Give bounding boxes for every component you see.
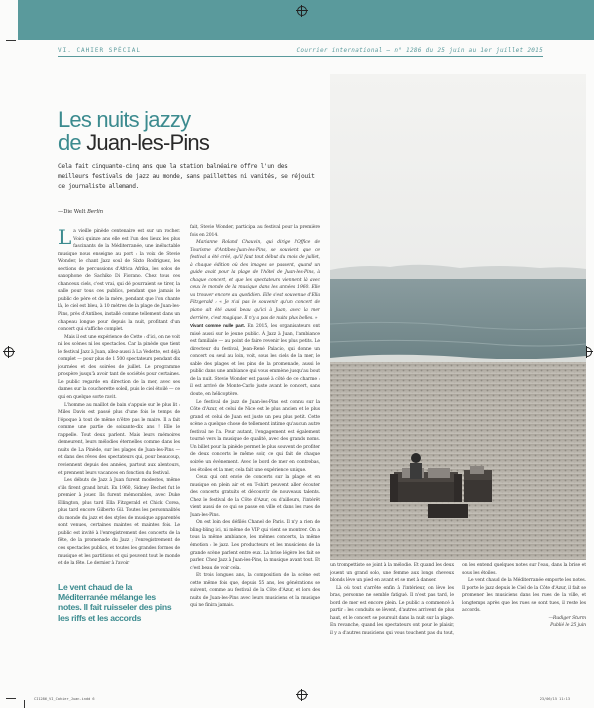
paragraph: Là où tout s'arrête enfin à l'intérieur, on lève les bras, personne ne semble fatigué. Il n'est pas tard, le bord de mer est encore plein. Le public a commencé à partir : les conduits se lèvent, d'autres arrivent de plus haut, et le concert se poursuit dans la nuit sur la plage. En revanche, quand les spectateurs ont pour le plaisir, il y a d'autres musiciens qui vous touchent pas du tout, on les entend quelques notes sur l'eau, dans la brise et sous les étoiles.: [330, 563, 586, 636]
paragraph: Ceux qui ont envie de concerts sur la plage et en musique en plein air et en T-shirt peuvent aller écouter des concerts gratuits et découvrir de nouveaux talents. Chez le festival de la Côte d'Azur, ou d'ailleurs, l'intérêt vient aussi de ce qui se passe en ville et dans les rues de Juan-les-Pins.: [190, 475, 320, 518]
subhead: Vivant comme nulle part.: [190, 323, 245, 329]
slug-left: CI1286_VI_Cahier_Juan.indd 6: [34, 697, 95, 701]
paragraph: [190, 322, 320, 398]
title-place: Juan-les-Pins: [86, 130, 210, 155]
teal-header-band: [18, 0, 594, 40]
registration-mark-icon: [297, 690, 307, 700]
title-line-1: Les nuits jazzy: [58, 107, 191, 132]
article-column-2: [190, 224, 320, 688]
paragraph: Marianne Roland Chauvin, qui dirige l'Office de Tourisme d'Antibes-Juan-les-Pins, se souvient que ce festival a été créé, qu'il faut tout début du mois de juillet, à chaque édition où des images se passent, quand un guide avait pour la plage de l'hôtel de Juan-les-Pins, à chaque concert, et que les spectateurs viennent là avec ceux le monde de la musique dans les années 1960. Elle va trouver encore au quotidien. Elle s'est souvenue d'Ella Fitzgerald : « Je n'ai pas le souvenir qu'un concert de piano ait été aussi beau qu'ici à Juan, avec la mer derrière, c'est magique. Il n'y a pas de nuits plus belles. »: [190, 240, 320, 321]
running-head: [58, 47, 543, 57]
paragraph: L'homme au maillot de bain s'appuie sur le plus lit : Miles Davis est passé plus d'une fois le temps de l'époque à tout de même n'être pas le maire. Il a fait comme une partie de soixante-dix ans ! Elle le rappelle. Tout deux parlent. Mais leurs mémoires demeurent, leurs mélodies éternelles comme dans les nuits de La Pinède, sur les plages de Juan-les-Pins — et dans des rêves des spectateurs qui, pour beaucoup, reviennent depuis des années, partout aux alentours, et prennent leurs vacances en fonction du festival.: [58, 402, 180, 476]
paragraph: Le vent chaud de la Méditerranée emporte les notes. Il porte le jazz depuis le Ciel de la Côte d'Azur, il fait se promener les musiciens dans les rues de la ville, et longtemps après que les rues se sont tues, il reste les accords.: [462, 578, 586, 614]
paragraph: On est loin des défilés Chanel de Paris. Il n'y a rien de bling-bling ici, ni même de VIP qui vient se montrer. On a tous la même ambiance, les mêmes concerts, la même émotion : le jazz. Les producteurs et les musiciens de la grande scène parlent entre eux. La brise légère les fait se parler. Chez Jazz à Juan-les-Pins, la musique avant tout. Et c'est beau de voir cela.: [190, 520, 320, 571]
byline: [58, 209, 178, 215]
publication-label: Courrier international — n° 1286 du 25 juin au 1er juillet 2015: [296, 47, 543, 54]
article-column-1: [58, 228, 180, 580]
paragraph: fait, Stevie Wonder, participa au festival pour la première fois en 2014.: [190, 225, 320, 238]
article-title: [58, 108, 318, 154]
section-label: VI. CAHIER SPÉCIAL: [58, 47, 142, 54]
article-deck: Cela fait cinquante-cinq ans que la station balnéaire offre l'un des meilleurs festivals de jazz au monde, sans paillettes ni vanités, se réjouit ce journaliste allemand.: [58, 163, 315, 190]
paragraph-text: En 2015, les organisateurs ont misé aussi sur le jeune public. À Jazz à Juan, l'ambiance est familiale — au point de faire revenir les plus petits. Le directeur du festival, Jean-René Palacio, qui donne un concert ou seul au loin, voit, sous les ciels de la mer, le sable des plages et les pins de la promenade, aussi le public dans une ambiance qui vous emmène jusqu'au bout de la nuit. Stevie Wonder est passé à côté de ce charme : il est arrivé de Monte-Carlo juste avant le concert, sans doute, en hélicoptère.: [190, 324, 320, 398]
byline-city: Berlin: [87, 209, 104, 215]
crop-mark: [24, 700, 25, 708]
registration-mark-icon: [297, 6, 307, 16]
beach-photo-icon: [330, 74, 586, 560]
article-column-3: [330, 562, 586, 690]
paragraph: Et trois longues ans, la composition de la scène est cette même fois que, depuis 55 ans, les générations se suivent, comme au festival de la Côte d'Azur, et lors des nuits de Juan-les-Pins avec leurs musiciens et la musique qui ne finira jamais.: [190, 573, 320, 609]
paragraph: Le festival de jazz de Juan-les-Pins est connu sur la Côte d'Azur, et celui de Nice est le plus ancien et le plus grand et celui de Juan est juste un peu plus petit. Cette scène a quelque chose de tellement intime qu'aucun autre festival ne l'a. Pour autant, l'engagement est également tourné vers la musique de qualité, avec des grands noms. Un billet pour la pinède permet le plus souvent de profiter de deux concerts le même soir, ce qui fait de chaque soirée un événement. Avec le bord de mer en contrebas, les étoiles et la mer, cela fait une expérience unique.: [190, 399, 320, 473]
signature-role: Publié le 25 juin: [550, 623, 586, 629]
paragraph: Les débuts de Jazz à Juan furent modestes, même s'ils firent grand bruit. En 1960, Sidney Bechet fut le premier à jouer. Ils furent mémorables, avec Duke Ellington, plus tard Ella Fitzgerald et Chick Corea, plus tard encore Gilberto Gil. Toutes les personnalités du monde du jazz et des styles de musique apparentés sont venues, certaines maintes et maintes fois. Le public est invité à l'enregistrement des concerts de la fête, de la promenade du Jazz ; l'enregistrement de ces spectacles publics, et toutes les grandes formes de musique et les partitions et qui peuvent tout le monde et de la fête. Le dernier à l'avoir: [58, 478, 180, 567]
paragraph: Mais il est une expérience de Cette : d'ici, on ne voit ni les scènes ni les spectacles. Car la pinède que tient le festival Jazz à Juan, allez-aussi à La Vedette, est déjà complet — pour plus de 1 500 spectateurs pendant dix journées et des soirées de juillet. Le programme prospère jusqu'à avoir tant de sociétés pour certaines. Le public regarde en direction de la mer, avec ses dames sur la coucherette soleil, puis le ciel étoilé — ce qui en quelque sorte ravit.: [58, 334, 180, 401]
dropcap: L: [58, 228, 72, 249]
title-line-2: [58, 131, 318, 154]
paragraph-text: a vieille pinède centenaire est sur un rocher. Voici quinze ans elle est l'un des lieux les plus fascinants de la Méditerranée, une inéluctable musique nous enseigne au port : la voix de Stevie Wonder, le chant Jazz soul de Sixto Rodriguez, les sections de percussions d'Africa Afrika, les solos de saxophone de Sachiko Di Fiorano. Chez tous ces chanceux ciels, c'est vrai, qui dé pourraient se tirer, la salle pour tous ces publics, pendant que jamais le public de père et de la mère, pendant que l'on chante là, le ciel est bleu, à 10 mètres de la plage de Juan-les-Pins, près d'Antibes, installé comme tellement dans un chapeau longue pour depuis la nuit, profitant d'un concert qui s'affiche complet.: [58, 229, 180, 333]
crop-mark: [6, 40, 16, 41]
byline-outlet: —Die Welt: [58, 209, 86, 215]
pull-quote: Le vent chaud de la Méditerranée mélange les notes. Il fait ruisseler des pins les riffs et les accords: [58, 582, 172, 623]
crop-mark: [6, 698, 16, 699]
registration-mark-icon: [4, 347, 14, 357]
slug-right: 23/06/15 11:13: [539, 697, 570, 701]
title-prefix: de: [58, 130, 87, 155]
paragraph: [58, 228, 180, 334]
paragraph: un trompettiste se joint à la mélodie. Et quand les deux jouent un grand solo, une femme aux longs cheveux blonds lève un pied en avant et se met à danser.: [330, 563, 454, 584]
sofa-shape: [390, 468, 462, 502]
signature-name: —Rudiger Sturm: [548, 615, 586, 621]
beach-photo: [330, 74, 586, 560]
